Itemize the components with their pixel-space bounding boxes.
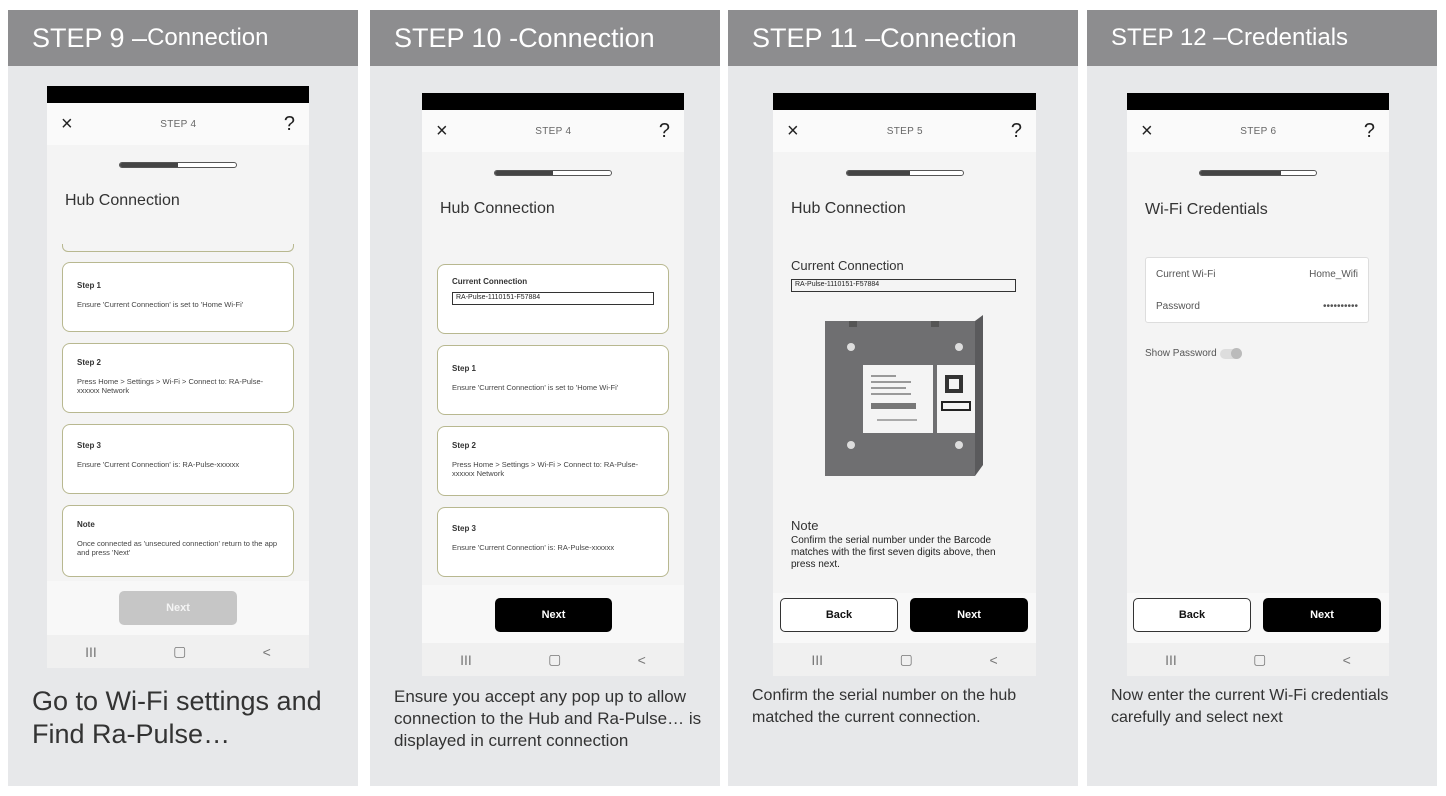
instruction-card <box>437 345 669 415</box>
note-body: Confirm the serial number under the Barcode matches with the first seven digits above, then press next. <box>791 535 996 570</box>
step-label: STEP 4 <box>160 118 197 130</box>
current-connection-heading: Current Connection <box>452 277 528 286</box>
wifi-label: Current Wi-Fi <box>1156 268 1216 280</box>
card-heading: Step 3 <box>77 441 102 450</box>
close-icon[interactable]: × <box>436 119 448 142</box>
panel-header-sub: Connection <box>147 24 269 51</box>
card-body: Press Home > Settings > Wi-Fi > Connect to: RA-Pulse-xxxxxx Network <box>452 460 639 479</box>
wifi-row <box>1146 258 1368 290</box>
help-icon[interactable]: ? <box>1010 119 1022 142</box>
back-icon[interactable]: < <box>1342 651 1351 668</box>
show-password-toggle[interactable] <box>1220 349 1242 359</box>
screen-title: Wi-Fi Credentials <box>1145 201 1268 218</box>
card-fragment <box>62 244 294 252</box>
instruction-card <box>62 505 294 577</box>
instruction-card <box>62 424 294 494</box>
step-label: STEP 4 <box>535 125 572 137</box>
screen-title: Hub Connection <box>791 200 906 217</box>
status-bar <box>773 93 1036 110</box>
panel-caption: Go to Wi-Fi settings and Find Ra-Pulse… <box>32 686 322 749</box>
note-heading: Note <box>791 518 819 533</box>
panel-header-sub: Connection <box>880 22 1017 53</box>
help-icon[interactable]: ? <box>1363 119 1375 142</box>
panel-caption: Now enter the current Wi-Fi credentials carefully and select next <box>1111 687 1389 727</box>
back-icon[interactable]: < <box>989 651 998 668</box>
next-button[interactable]: Next <box>1263 598 1381 632</box>
show-password-row <box>1145 348 1242 359</box>
password-label: Password <box>1156 300 1200 312</box>
top-bar <box>773 110 1036 152</box>
back-icon[interactable]: < <box>262 643 271 660</box>
phone-screen <box>47 86 309 668</box>
recent-apps-icon[interactable]: III <box>85 643 97 660</box>
status-bar <box>422 93 684 110</box>
wifi-credentials-box <box>1145 257 1369 323</box>
panel-header <box>8 10 358 66</box>
panel-header-step: STEP 12 – <box>1111 24 1227 51</box>
panel-step-11 <box>728 10 1078 786</box>
next-button[interactable]: Next <box>119 591 237 625</box>
card-body: Ensure 'Current Connection' is: RA-Pulse-xxxxxx <box>77 460 240 469</box>
panel-header <box>728 10 1078 66</box>
panel-header-step: STEP 9 – <box>32 22 148 53</box>
password-row <box>1146 290 1368 322</box>
card-heading: Step 1 <box>452 364 477 373</box>
progress-bar <box>119 162 237 168</box>
panel-header-step: STEP 11 – <box>752 22 881 53</box>
card-heading: Step 2 <box>452 441 477 450</box>
phone-screen <box>1127 93 1389 676</box>
top-bar <box>422 110 684 152</box>
screen-title: Hub Connection <box>65 192 180 209</box>
password-field[interactable]: •••••••••• <box>1322 300 1358 312</box>
panel-step-9 <box>8 10 358 786</box>
next-button[interactable]: Next <box>495 598 612 632</box>
card-heading: Step 3 <box>452 524 477 533</box>
panel-caption: Ensure you accept any pop up to allow connection to the Hub and Ra-Pulse… is displayed in current connection <box>394 687 702 751</box>
android-nav-bar <box>773 643 1036 676</box>
android-nav-bar <box>422 643 684 676</box>
screen-title: Hub Connection <box>440 200 555 217</box>
panel-header <box>1087 10 1437 66</box>
panel-header-sub: Credentials <box>1226 24 1349 51</box>
current-connection-card <box>437 264 669 334</box>
card-heading: Step 1 <box>77 281 102 290</box>
back-icon[interactable]: < <box>637 651 646 668</box>
help-icon[interactable]: ? <box>658 119 670 142</box>
panel-step-12 <box>1087 10 1437 786</box>
close-icon[interactable]: × <box>61 112 73 135</box>
current-connection-heading: Current Connection <box>791 258 904 273</box>
status-bar <box>47 86 309 103</box>
phone-screen <box>773 93 1036 676</box>
hub-photo <box>821 315 986 480</box>
top-bar <box>47 103 309 145</box>
phone-screen <box>422 93 684 676</box>
step-label: STEP 5 <box>886 125 923 137</box>
card-body: Ensure 'Current Connection' is set to 'Home Wi-Fi' <box>452 383 619 392</box>
back-button[interactable]: Back <box>780 598 898 632</box>
home-icon[interactable]: ▢ <box>1253 651 1267 667</box>
instruction-card <box>62 343 294 413</box>
card-heading: Step 2 <box>77 358 102 367</box>
recent-apps-icon[interactable]: III <box>1165 651 1177 668</box>
card-body: Ensure 'Current Connection' is: RA-Pulse-xxxxxx <box>452 543 615 552</box>
close-icon[interactable]: × <box>787 119 799 142</box>
card-body: Press Home > Settings > Wi-Fi > Connect to: RA-Pulse-xxxxxx Network <box>77 377 264 396</box>
progress-bar <box>494 170 612 176</box>
progress-bar <box>1199 170 1317 176</box>
card-body: Ensure 'Current Connection' is set to 'Home Wi-Fi' <box>77 300 244 309</box>
recent-apps-icon[interactable]: III <box>460 651 472 668</box>
help-icon[interactable]: ? <box>283 112 295 135</box>
home-icon[interactable]: ▢ <box>899 651 913 667</box>
step-label: STEP 6 <box>1240 125 1277 137</box>
card-body: Once connected as 'unsecured connection' return to the app and press 'Next' <box>77 539 278 558</box>
home-icon[interactable]: ▢ <box>173 643 187 659</box>
home-icon[interactable]: ▢ <box>548 651 562 667</box>
close-icon[interactable]: × <box>1141 119 1153 142</box>
top-bar <box>1127 110 1389 152</box>
panel-header-step: STEP 10 - <box>394 22 519 53</box>
show-password-label: Show Password <box>1145 348 1217 359</box>
progress-bar <box>846 170 964 176</box>
instruction-card <box>437 426 669 496</box>
panel-header <box>370 10 720 66</box>
back-button[interactable]: Back <box>1133 598 1251 632</box>
recent-apps-icon[interactable]: III <box>811 651 823 668</box>
panel-step-10 <box>370 10 720 786</box>
next-button[interactable]: Next <box>910 598 1028 632</box>
status-bar <box>1127 93 1389 110</box>
instruction-card <box>437 507 669 577</box>
card-heading: Note <box>77 520 95 529</box>
current-connection-value: RA-Pulse-1110151-F57884 <box>791 279 1016 292</box>
wifi-value[interactable]: Home_Wifi <box>1309 268 1358 280</box>
instruction-card <box>62 262 294 332</box>
panel-header-sub: Connection <box>518 22 655 53</box>
panel-caption: Confirm the serial number on the hub matched the current connection. <box>752 687 1017 727</box>
android-nav-bar <box>47 635 309 668</box>
android-nav-bar <box>1127 643 1389 676</box>
current-connection-value: RA-Pulse-1110151-F57884 <box>452 292 654 305</box>
